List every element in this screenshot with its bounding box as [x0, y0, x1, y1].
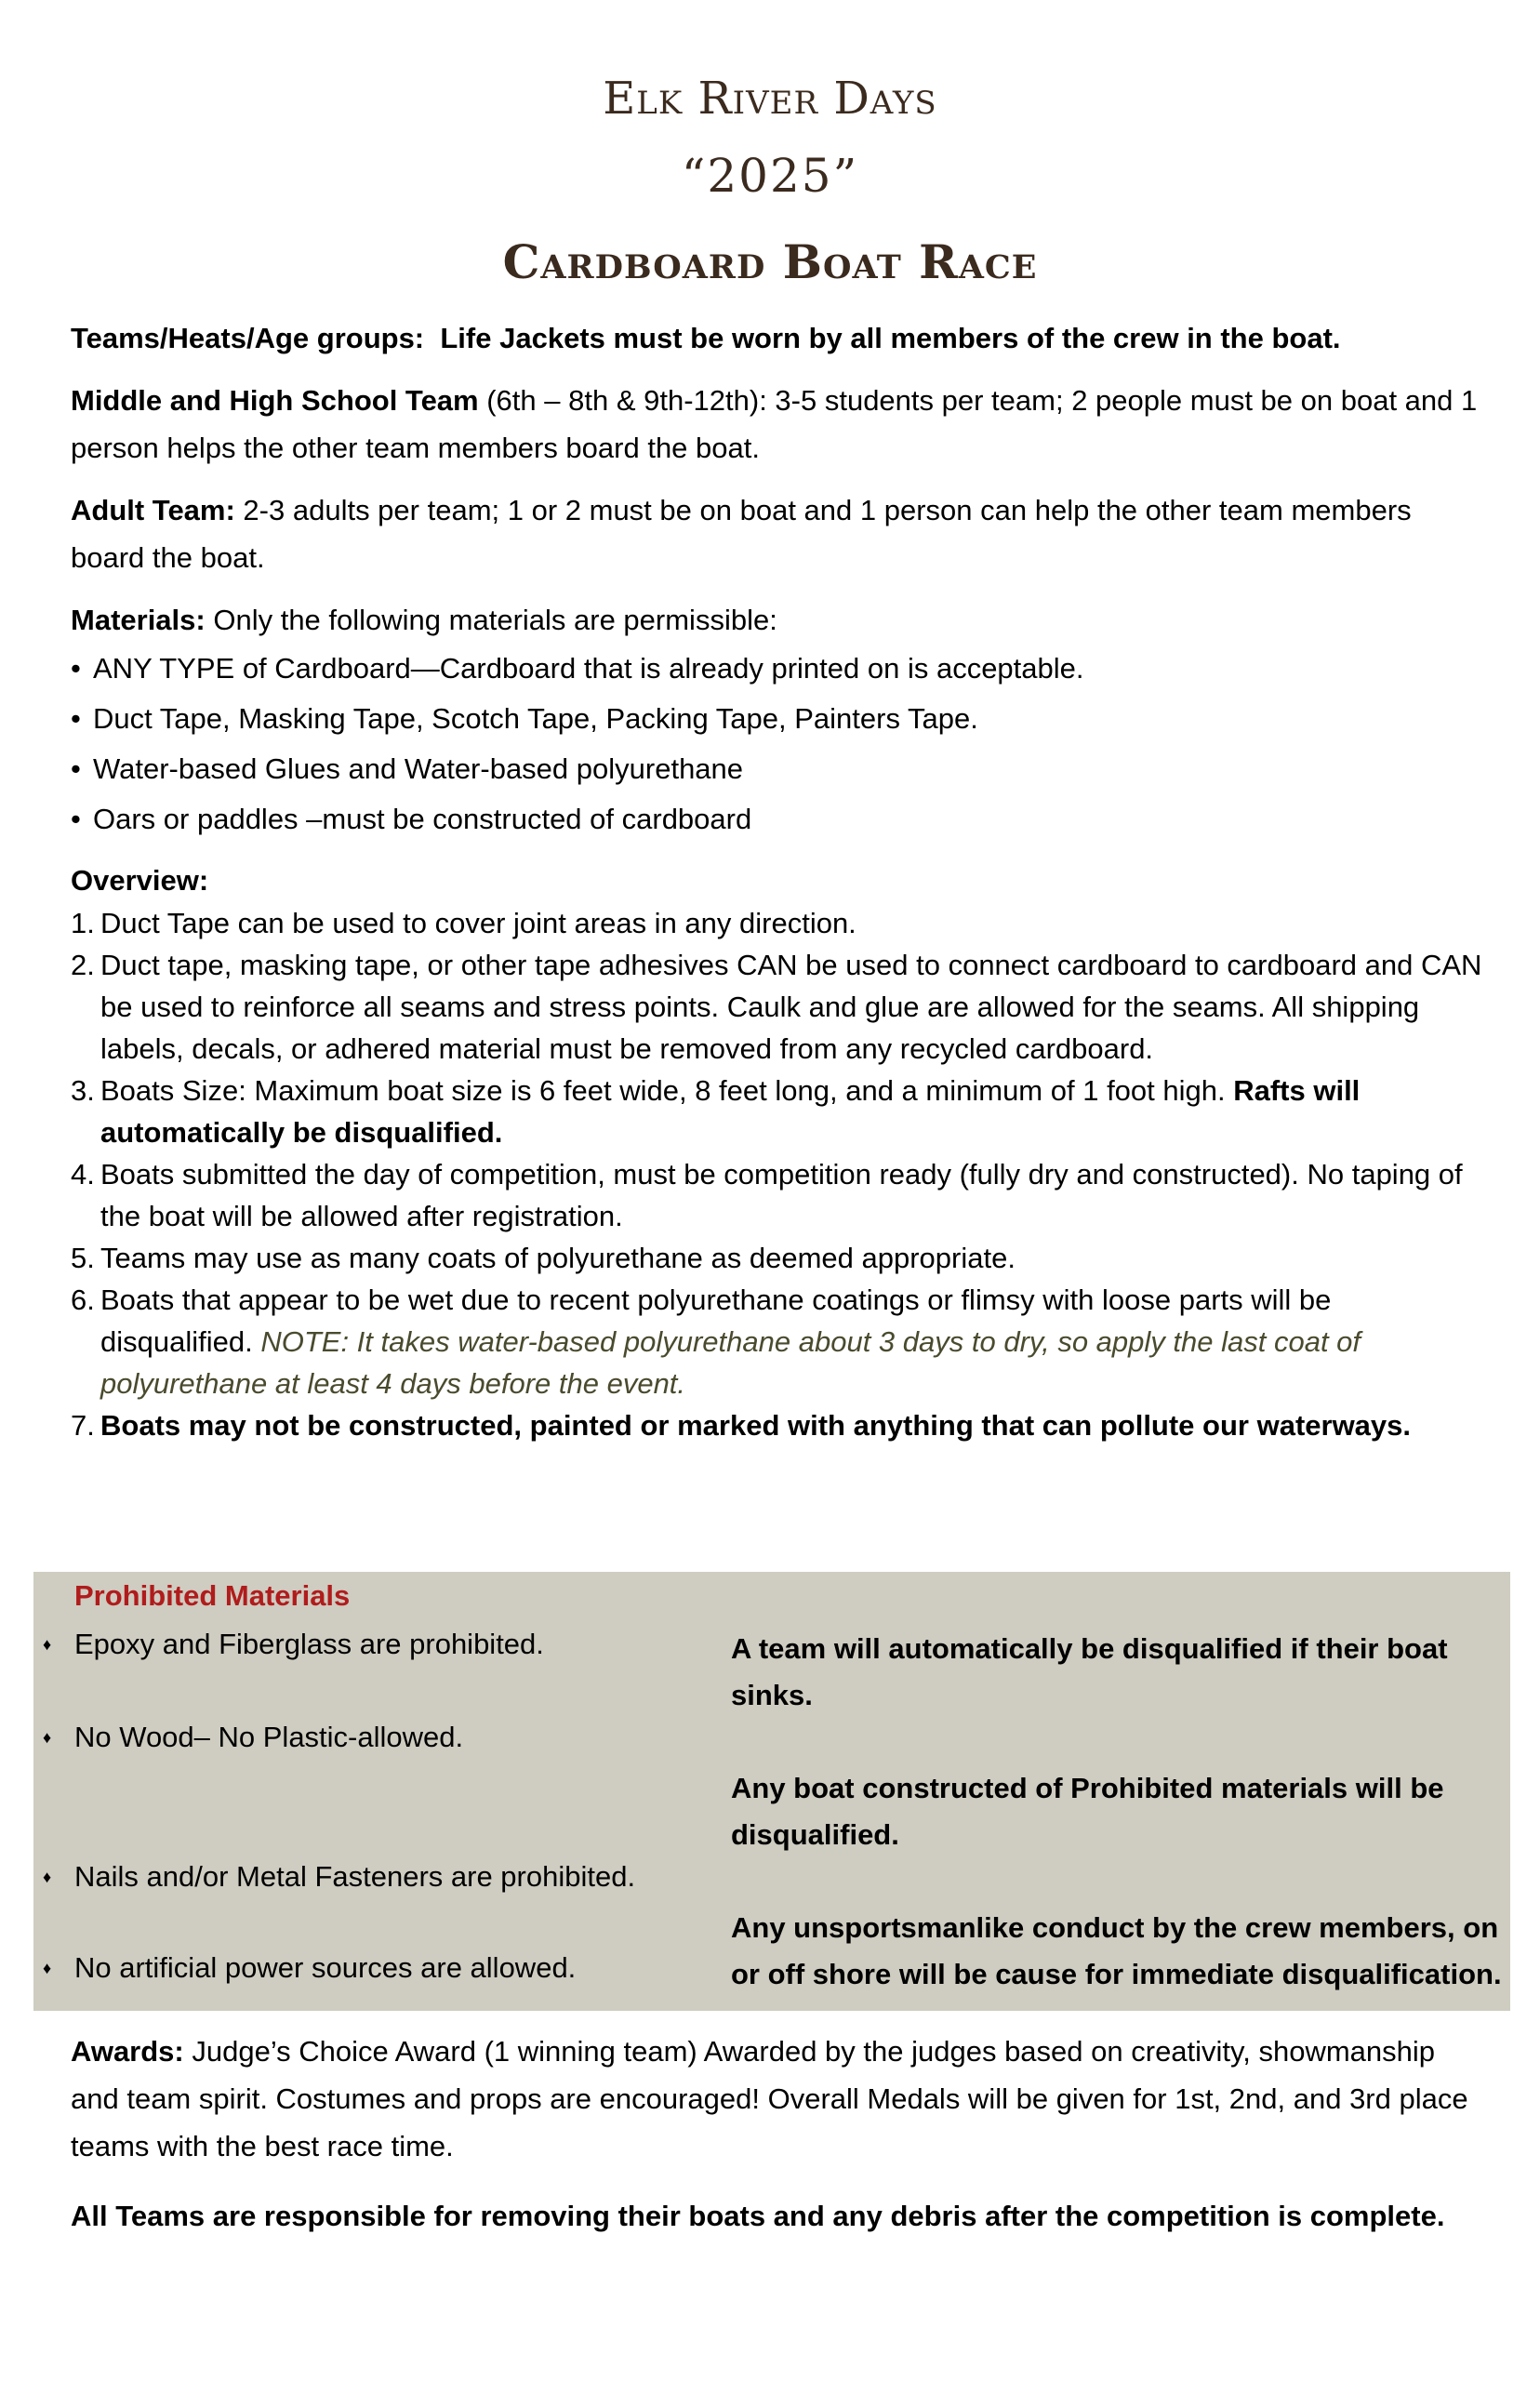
adult-label: Adult Team: [71, 494, 235, 526]
middle-high-label: Middle and High School Team [71, 384, 479, 417]
prohibited-materials-box: Prohibited Materials ♦ Epoxy and Fiberglass are prohibited. ♦ No Wood– No Plastic-allowed. ♦ Nails and/or Metal Fasteners are prohibited. ♦ No artificial power sources are allowed. A team will automatically be disqualified if their boat sinks. Any boat constructed of Prohibited materials will be disqualified. Any unsportsmanlike conduct by the crew members, on or off shore will be cause for immediate disqualification. [33, 1572, 1510, 2011]
list-item: 6. Boats that appear to be wet due to recent polyurethane coatings or flimsy with loose parts will be disqualified. NOTE: It takes water-based polyurethane about 3 days to dry, so apply the last coat of polyurethane at least 4 days before the event. [71, 1284, 1361, 1400]
drying-note: NOTE: It takes water-based polyurethane about 3 days to dry, so apply the last coat of polyurethane at least 4 days before the event. [100, 1325, 1361, 1400]
overview-list [71, 902, 1484, 1446]
list-item: 2. Duct tape, masking tape, or other tape adhesives CAN be used to connect cardboard to cardboard and CAN be used to reinforce all seams and stress points. Caulk and glue are allowed for the seams. All shipping labels, decals, or adhered material must be removed from any recycled cardboard. [71, 949, 1482, 1065]
teams-text: Life Jackets must be worn by all members of the crew in the boat. [440, 322, 1341, 354]
list-item: 3. Boats Size: Maximum boat size is 6 feet wide, 8 feet long, and a minimum of 1 foot high. Rafts will automatically be disqualified. [71, 1074, 1361, 1149]
closing-paragraph: All Teams are responsible for removing their boats and any debris after the competition is complete. [71, 2200, 1445, 2232]
awards-text: Judge’s Choice Award (1 winning team) Awarded by the judges based on creativity, showmanship and team spirit. Costumes and props are encouraged! Overall Medals will be given for 1st, 2nd, and 3rd place teams with the best race time. [71, 2035, 1468, 2162]
awards-label: Awards: [71, 2035, 184, 2068]
list-item: • Oars or paddles –must be constructed of cardboard [71, 794, 1484, 845]
rule-sinks: A team will automatically be disqualified if their boat sinks. [731, 1632, 1448, 1711]
materials-label: Materials: [71, 604, 206, 636]
diamond-bullet-icon: ♦ [43, 1635, 52, 1654]
page-title: Elk River Days [603, 73, 937, 125]
middle-high-paragraph [71, 377, 1484, 472]
teams-paragraph [71, 314, 1484, 362]
list-item: • Water-based Glues and Water-based polyurethane [71, 744, 1484, 794]
list-item: • ANY TYPE of Cardboard—Cardboard that is already printed on is acceptable. [71, 644, 1484, 694]
middle-high-text: (6th – 8th & 9th-12th): 3-5 students per team; 2 people must be on boat and 1 person helps the other team members board the boat. [71, 384, 1478, 464]
rule-prohibited-materials: Any boat constructed of Prohibited materials will be disqualified. [731, 1772, 1444, 1851]
list-item: 4. Boats submitted the day of competition, must be competition ready (fully dry and constructed). No taping of the boat will be allowed after registration. [71, 1158, 1463, 1232]
diamond-bullet-icon: ♦ [43, 1959, 52, 1977]
list-item: • Duct Tape, Masking Tape, Scotch Tape, Packing Tape, Painters Tape. [71, 694, 1484, 744]
bullet-icon: • [71, 702, 81, 735]
adult-text: 2-3 adults per team; 1 or 2 must be on boat and 1 person can help the other team members board the boat. [71, 494, 1412, 574]
awards-paragraph [71, 2028, 1484, 2170]
rule-unsportsmanlike: Any unsportsmanlike conduct by the crew members, on or off shore will be cause for immediate disqualification. [731, 1911, 1502, 1990]
diamond-bullet-icon: ♦ [43, 1868, 52, 1886]
materials-paragraph [71, 596, 1484, 644]
bottom-content [71, 2028, 1484, 2255]
event-title: Cardboard Boat Race [502, 234, 1038, 289]
materials-list [71, 644, 1484, 845]
disqualification-rules [731, 1626, 1503, 1998]
materials-text: Only the following materials are permissible: [205, 604, 777, 636]
bullet-icon: • [71, 652, 81, 685]
bullet-icon: • [71, 752, 81, 785]
adult-paragraph [71, 486, 1484, 581]
list-item: 5. Teams may use as many coats of polyurethane as deemed appropriate. [71, 1242, 1016, 1274]
year-title: “2025” [681, 149, 859, 203]
list-item: 7. Boats may not be constructed, painted or marked with anything that can pollute our waterways. [71, 1409, 1412, 1442]
bullet-icon: • [71, 803, 81, 835]
prohibited-title: Prohibited Materials [74, 1579, 351, 1612]
diamond-bullet-icon: ♦ [43, 1728, 52, 1747]
list-item: 1. Duct Tape can be used to cover joint areas in any direction. [71, 907, 856, 939]
teams-label: Teams/Heats/Age groups: [71, 322, 425, 354]
overview-label: Overview: [71, 864, 209, 897]
main-content [71, 314, 1484, 1446]
